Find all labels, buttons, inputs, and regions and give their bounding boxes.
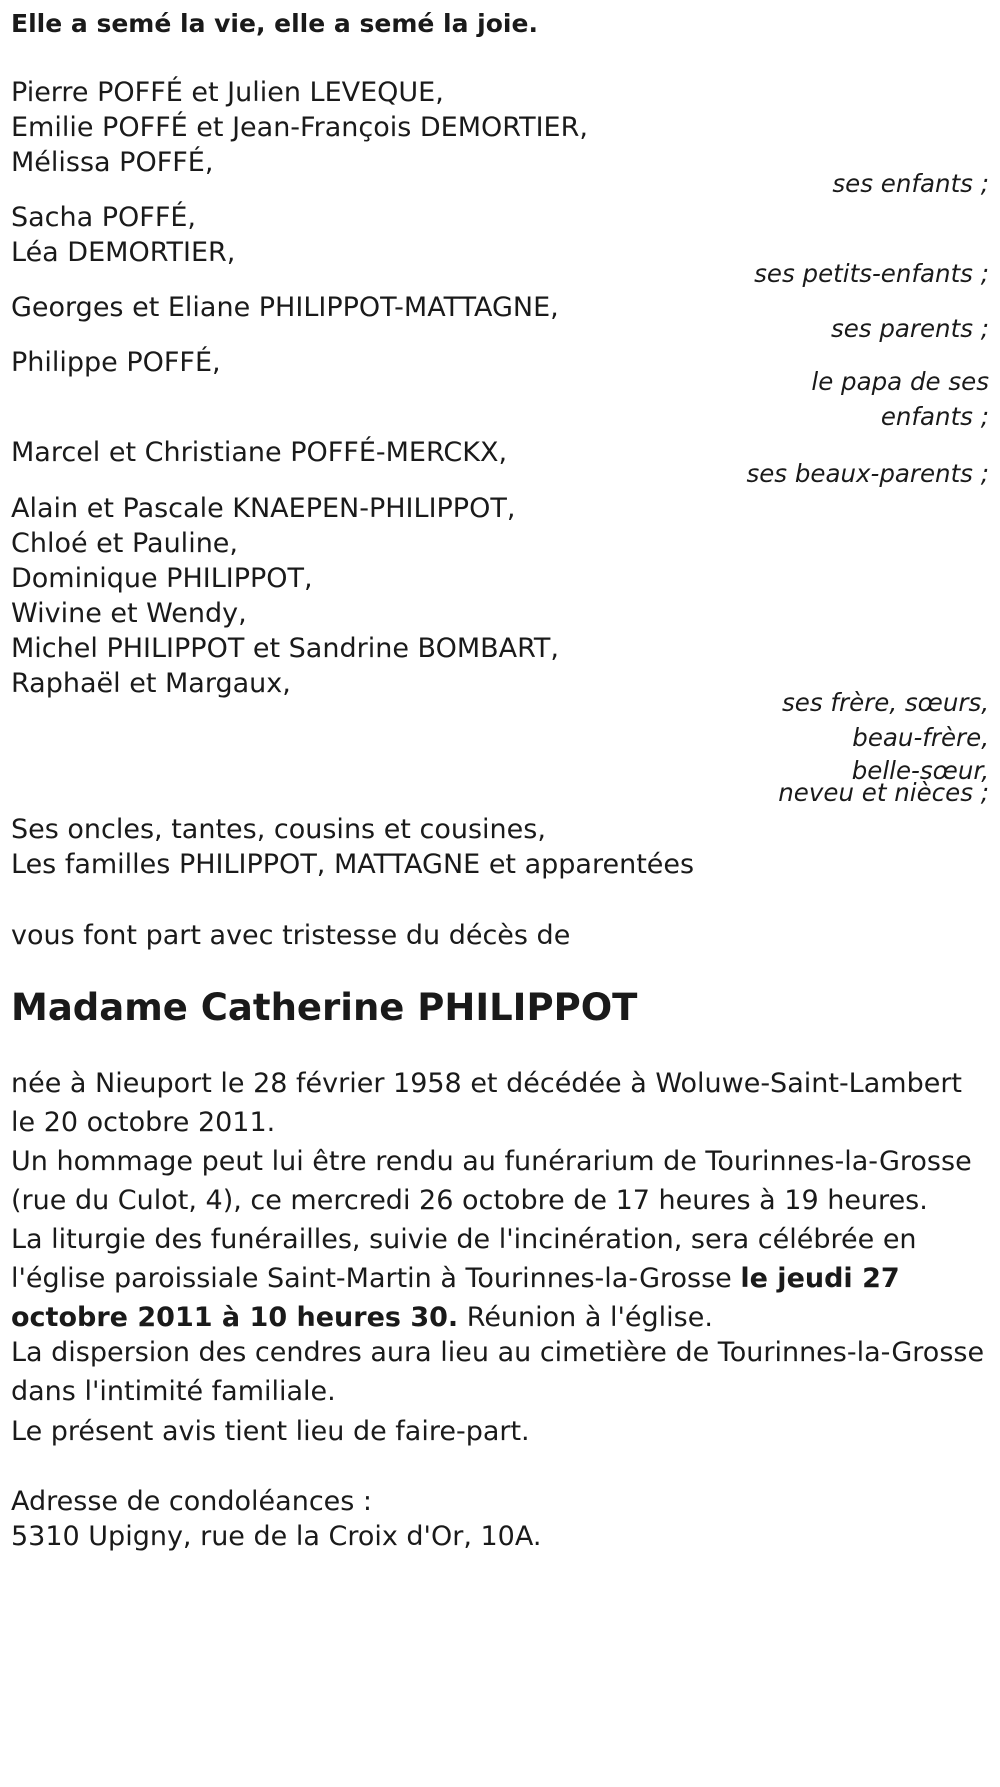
family-role: beau-frère, bbox=[852, 723, 989, 752]
announcement: vous font part avec tristesse du décès de bbox=[11, 920, 571, 951]
family-line: Philippe POFFÉ, bbox=[11, 347, 221, 378]
ashes-paragraph: La dispersion des cendres aura lieu au cimetière de Tourinnes-la-Grosse dans l'intimité familiale. bbox=[11, 1337, 985, 1407]
family-line: Chloé et Pauline, bbox=[11, 528, 238, 559]
family-role: ses beaux-parents ; bbox=[746, 459, 989, 488]
notice-paragraph: Le présent avis tient lieu de faire-part. bbox=[11, 1416, 530, 1447]
family-line: Georges et Eliane PHILIPPOT-MATTAGNE, bbox=[11, 292, 559, 323]
family-line: Alain et Pascale KNAEPEN-PHILIPPOT, bbox=[11, 493, 516, 524]
tribute-paragraph: Un hommage peut lui être rendu au funérarium de Tourinnes-la-Grosse (rue du Culot, 4), ce mercredi 26 octobre de 17 heures à 19 heures. bbox=[11, 1146, 972, 1216]
family-line: Raphaël et Margaux, bbox=[11, 668, 291, 699]
liturgy-date: le jeudi 27 octobre 2011 à 10 heures 30. bbox=[11, 1263, 900, 1333]
family-role: ses enfants ; bbox=[832, 169, 989, 198]
family-line: Emilie POFFÉ et Jean-François DEMORTIER, bbox=[11, 112, 588, 143]
family-role: le papa de ses enfants ; bbox=[811, 367, 989, 431]
family-line: Pierre POFFÉ et Julien LEVEQUE, bbox=[11, 77, 444, 108]
family-role: ses petits-enfants ; bbox=[754, 259, 989, 288]
family-line: Mélissa POFFÉ, bbox=[11, 147, 214, 178]
condolences-address: 5310 Upigny, rue de la Croix d'Or, 10A. bbox=[11, 1521, 542, 1552]
deceased-name: Madame Catherine PHILIPPOT bbox=[11, 986, 638, 1029]
family-role: belle-sœur, bbox=[851, 756, 989, 785]
family-line: Michel PHILIPPOT et Sandrine BOMBART, bbox=[11, 633, 559, 664]
birth-death-paragraph: née à Nieuport le 28 février 1958 et décédée à Woluwe-Saint-Lambert le 20 octobre 2011. bbox=[11, 1068, 963, 1138]
family-role: ses parents ; bbox=[830, 314, 989, 343]
family-line: Sacha POFFÉ, bbox=[11, 202, 197, 233]
liturgy-meeting: Réunion à l'église. bbox=[458, 1302, 713, 1333]
family-line: Wivine et Wendy, bbox=[11, 598, 247, 629]
family-line: Ses oncles, tantes, cousins et cousines, bbox=[11, 814, 546, 845]
condolences-label: Adresse de condoléances : bbox=[11, 1486, 373, 1517]
family-line: Léa DEMORTIER, bbox=[11, 237, 236, 268]
family-role: ses frère, sœurs, bbox=[782, 688, 989, 717]
family-line: Les familles PHILIPPOT, MATTAGNE et apparentées bbox=[11, 849, 695, 880]
liturgy-paragraph bbox=[11, 1220, 989, 1337]
headline: Elle a semé la vie, elle a semé la joie. bbox=[11, 9, 538, 38]
family-role: neveu et nièces ; bbox=[778, 778, 989, 807]
family-line: Dominique PHILIPPOT, bbox=[11, 563, 313, 594]
family-line: Marcel et Christiane POFFÉ-MERCKX, bbox=[11, 437, 508, 468]
liturgy-text: La liturgie des funérailles, suivie de l'incinération, sera célébrée en l'église paroissiale Saint-Martin à Tourinnes-la-Grosse bbox=[11, 1224, 917, 1294]
